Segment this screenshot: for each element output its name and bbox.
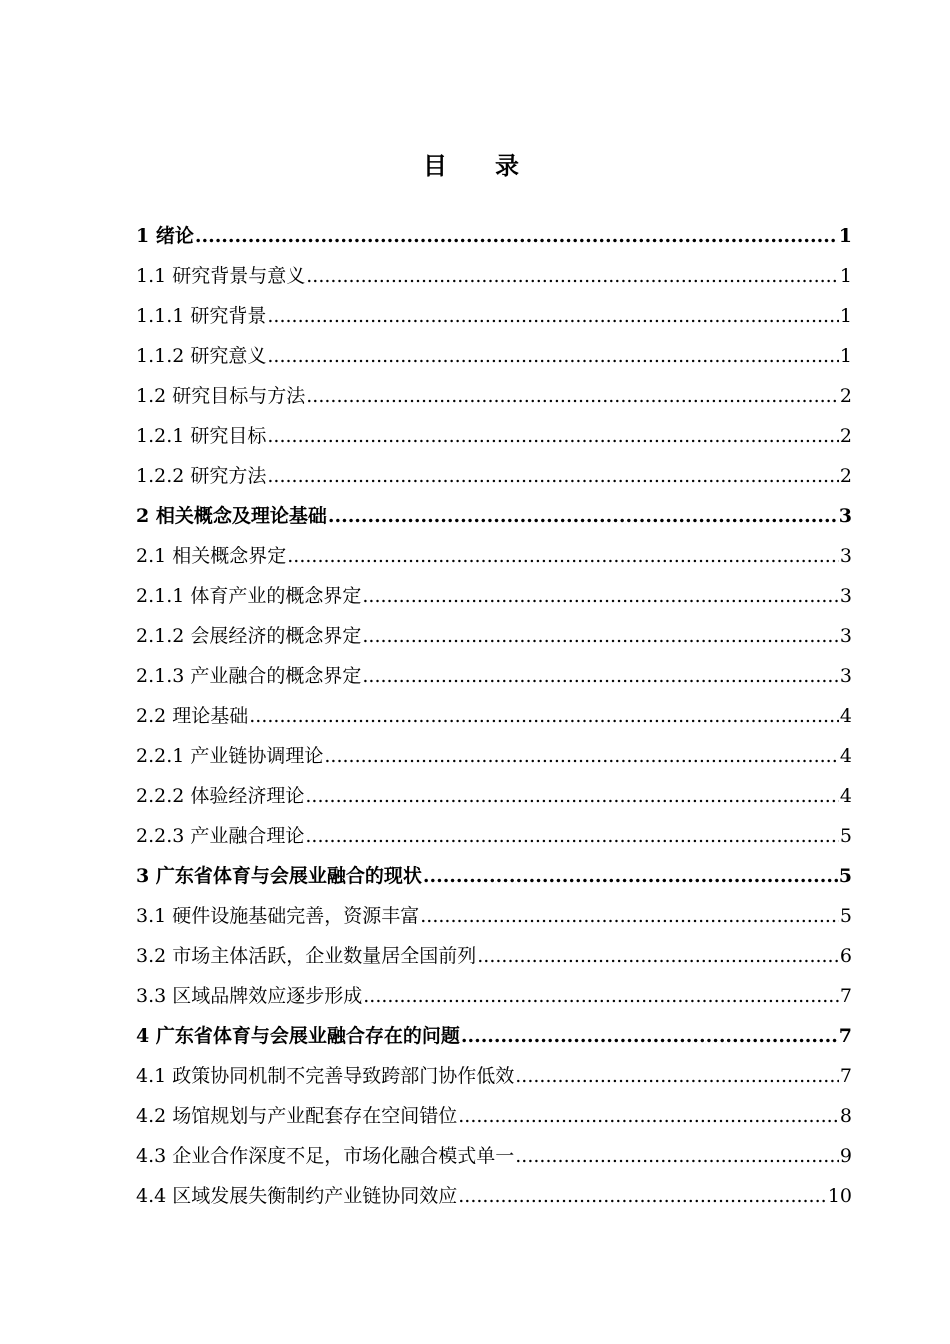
toc-entry[interactable] [136, 536, 852, 576]
toc-entry-label: 2 相关概念及理论基础 [136, 505, 327, 527]
toc-entry[interactable] [136, 1176, 852, 1216]
toc-entry-label: 2.2.3 产业融合理论 [136, 825, 305, 847]
toc-dot-leader [362, 576, 839, 616]
toc-page-number: 7 [839, 985, 852, 1007]
toc-page-number: 1 [839, 265, 852, 287]
toc-dot-leader [515, 1136, 839, 1176]
toc-entry-label: 2.1.3 产业融合的概念界定 [136, 665, 362, 687]
toc-dot-leader [267, 416, 839, 456]
toc-dot-leader [362, 656, 839, 696]
toc-entry-label: 4.2 场馆规划与产业配套存在空间错位 [136, 1105, 458, 1127]
toc-entry[interactable] [136, 496, 852, 536]
toc-entry-label: 4.1 政策协同机制不完善导致跨部门协作低效 [136, 1065, 515, 1087]
toc-dot-leader [267, 296, 839, 336]
toc-entry[interactable] [136, 416, 852, 456]
toc-page-number: 4 [839, 745, 852, 767]
toc-entry-label: 1.1.1 研究背景 [136, 305, 267, 327]
toc-page-number: 4 [839, 785, 852, 807]
toc-dot-leader [423, 856, 838, 896]
toc-entry[interactable] [136, 336, 852, 376]
toc-page-number: 6 [839, 945, 852, 967]
toc-entry[interactable] [136, 1136, 852, 1176]
toc-entry-label: 2.2 理论基础 [136, 705, 249, 727]
toc-entry-label: 2.2.1 产业链协调理论 [136, 745, 324, 767]
toc-dot-leader [458, 1176, 827, 1216]
toc-entry-label: 3 广东省体育与会展业融合的现状 [136, 865, 422, 887]
toc-entry[interactable] [136, 456, 852, 496]
toc-entry[interactable] [136, 696, 852, 736]
toc-entry-label: 2.1.1 体育产业的概念界定 [136, 585, 362, 607]
toc-entry[interactable] [136, 736, 852, 776]
toc-dot-leader [362, 616, 839, 656]
toc-dot-leader [515, 1056, 839, 1096]
toc-page-number: 2 [839, 425, 852, 447]
toc-entry[interactable] [136, 256, 852, 296]
toc-page-number: 8 [839, 1105, 852, 1127]
table-of-contents [136, 216, 852, 1216]
toc-entry-label: 4.3 企业合作深度不足，市场化融合模式单一 [136, 1145, 515, 1167]
toc-page-number: 9 [839, 1145, 852, 1167]
toc-page-number: 5 [838, 865, 852, 887]
toc-dot-leader [461, 1016, 838, 1056]
toc-page-number: 10 [827, 1185, 852, 1207]
toc-entry-label: 4.4 区域发展失衡制约产业链协同效应 [136, 1185, 458, 1207]
toc-dot-leader [306, 376, 839, 416]
toc-dot-leader [324, 736, 839, 776]
toc-page-number: 1 [839, 305, 852, 327]
toc-dot-leader [458, 1096, 839, 1136]
toc-entry[interactable] [136, 936, 852, 976]
toc-entry[interactable] [136, 376, 852, 416]
toc-entry[interactable] [136, 1096, 852, 1136]
toc-page-number: 3 [839, 585, 852, 607]
toc-dot-leader [328, 496, 838, 536]
toc-dot-leader [249, 696, 839, 736]
toc-entry[interactable] [136, 776, 852, 816]
toc-entry[interactable] [136, 216, 852, 256]
toc-page-number: 1 [838, 225, 852, 247]
toc-entry-label: 1.1 研究背景与意义 [136, 265, 306, 287]
toc-dot-leader [305, 776, 839, 816]
toc-page-number: 2 [839, 465, 852, 487]
toc-dot-leader [363, 976, 839, 1016]
toc-dot-leader [420, 896, 839, 936]
toc-entry[interactable] [136, 856, 852, 896]
toc-entry[interactable] [136, 656, 852, 696]
toc-entry[interactable] [136, 1056, 852, 1096]
page-title: 目录 [423, 151, 567, 180]
toc-entry[interactable] [136, 616, 852, 656]
toc-entry-label: 2.2.2 体验经济理论 [136, 785, 305, 807]
toc-entry-label: 2.1 相关概念界定 [136, 545, 287, 567]
toc-dot-leader [287, 536, 839, 576]
toc-page-number: 3 [839, 665, 852, 687]
toc-entry-label: 3.2 市场主体活跃，企业数量居全国前列 [136, 945, 477, 967]
toc-dot-leader [477, 936, 839, 976]
toc-page-number: 1 [839, 345, 852, 367]
toc-page-number: 5 [839, 905, 852, 927]
toc-page-number: 7 [838, 1025, 852, 1047]
toc-entry-label: 4 广东省体育与会展业融合存在的问题 [136, 1025, 460, 1047]
toc-entry[interactable] [136, 576, 852, 616]
toc-entry-label: 1.2.1 研究目标 [136, 425, 267, 447]
toc-page-number: 3 [838, 505, 852, 527]
toc-entry-label: 1 绪论 [136, 225, 194, 247]
toc-page-number: 2 [839, 385, 852, 407]
toc-entry-label: 2.1.2 会展经济的概念界定 [136, 625, 362, 647]
toc-dot-leader [267, 456, 839, 496]
toc-dot-leader [305, 816, 839, 856]
toc-dot-leader [267, 336, 839, 376]
toc-entry-label: 3.1 硬件设施基础完善，资源丰富 [136, 905, 420, 927]
toc-entry[interactable] [136, 896, 852, 936]
toc-entry-label: 1.2.2 研究方法 [136, 465, 267, 487]
toc-page-number: 7 [839, 1065, 852, 1087]
toc-entry-label: 1.1.2 研究意义 [136, 345, 267, 367]
toc-entry[interactable] [136, 816, 852, 856]
toc-entry-label: 1.2 研究目标与方法 [136, 385, 306, 407]
toc-entry[interactable] [136, 976, 852, 1016]
toc-entry[interactable] [136, 1016, 852, 1056]
toc-entry-label: 3.3 区域品牌效应逐步形成 [136, 985, 363, 1007]
toc-entry[interactable] [136, 296, 852, 336]
toc-dot-leader [306, 256, 839, 296]
toc-dot-leader [195, 216, 838, 256]
toc-page-number: 5 [839, 825, 852, 847]
toc-page-number: 3 [839, 545, 852, 567]
toc-page-number: 4 [839, 705, 852, 727]
toc-page-number: 3 [839, 625, 852, 647]
